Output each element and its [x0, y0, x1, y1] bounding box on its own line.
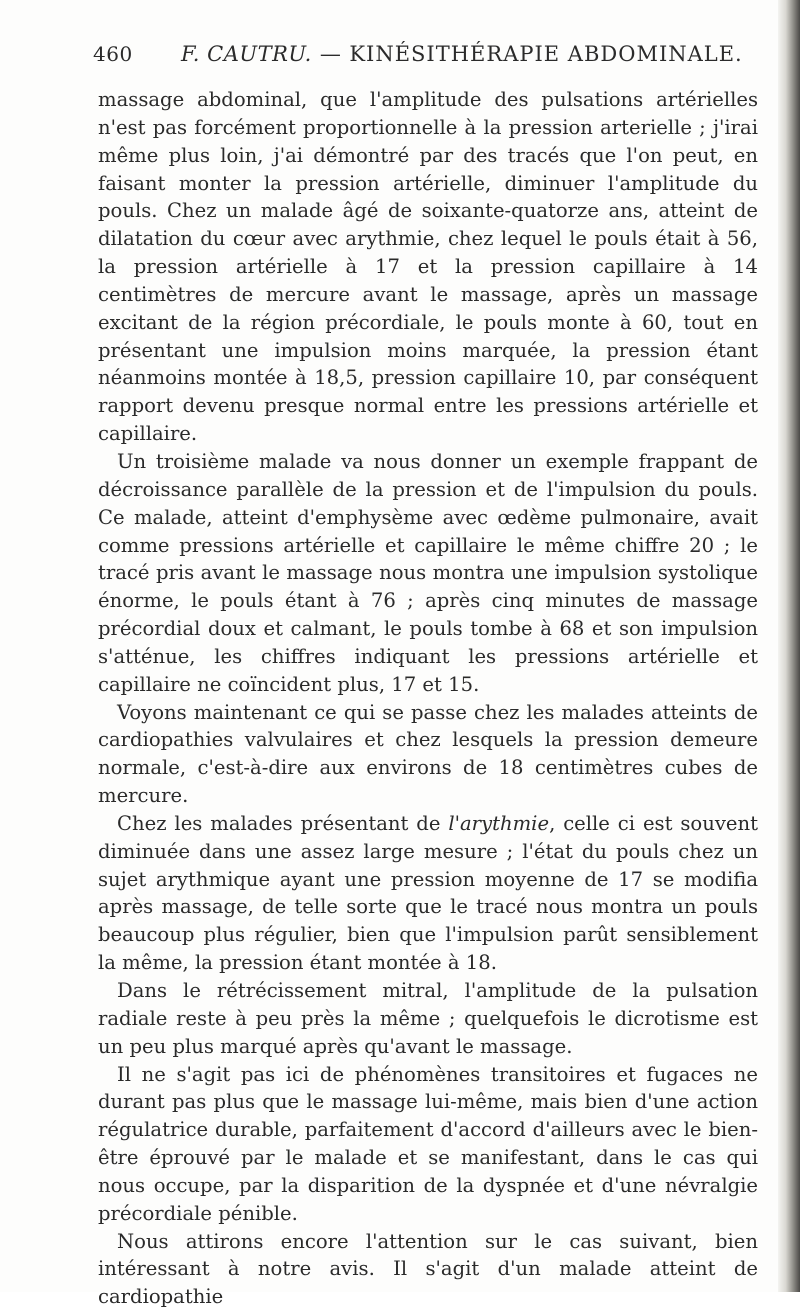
paragraph-arythmie [98, 810, 758, 977]
paragraph-continued: massage abdominal, que l'amplitude des pulsations artérielles n'est pas forcément proportionnelle à la pression arterielle ; j'irai même plus loin, j'ai démontré par des tracés que l'on peut, en faisant monter la pression artérielle, diminuer l'amplitude du pouls. Chez un malade âgé de soixante-quatorze ans, atteint de dilatation du cœur avec arythmie, chez lequel le pouls était à 56, la pression artérielle à 17 et la pression capillaire à 14 centimètres de mercure avant le massage, après un massage excitant de la région précordiale, le pouls monte à 60, tout en présentant une impulsion moins marquée, la pression étant néanmoins montée à 18,5, pression capillaire 10, par conséquent rapport devenu presque normal entre les pressions artérielle et capillaire. [98, 88, 758, 446]
page-edge-shadow [778, 0, 800, 1292]
paragraph-mitral: Dans le rétrécissement mitral, l'amplitude de la pulsation radiale reste à peu près la même ; quelquefois le dicrotisme est un peu plus marqué après qu'avant le massage. [98, 979, 758, 1058]
book-title: KINÉSITHÉRAPIE ABDOMINALE. [349, 42, 743, 66]
arythmie-term: l'arythmie [448, 811, 550, 835]
author-name: F. CAUTRU. [181, 42, 312, 66]
paragraph-regulation: Il ne s'agit pas ici de phénomènes transitoires et fugaces ne durant pas plus que le massage lui-même, mais bien d'une action régulatrice durable, parfaitement d'accord d'ailleurs avec le bien-être éprouvé par le malade et se manifestant, dans le cas qui nous occupe, par la disparition de la dyspnée et d'une névralgie précordiale pénible. [98, 1062, 758, 1225]
page-number: 460 [93, 42, 133, 66]
paragraph-next-case: Nous attirons encore l'attention sur le cas suivant, bien intéressant à notre avis. Il s'agit d'un malade atteint de cardiopathie [98, 1229, 758, 1309]
body-text [98, 86, 758, 1311]
running-head [93, 38, 761, 70]
paragraph-third-patient: Un troisième malade va nous donner un exemple frappant de décroissance parallèle de la pression et de l'impulsion du pouls. Ce malade, atteint d'emphysème avec œdème pulmonaire, avait comme pressions artérielle et capillaire le même chiffre 20 ; le tracé pris avant le massage nous montra une impulsion systolique énorme, le pouls étant à 76 ; après cinq minutes de massage précordial doux et calmant, le pouls tombe à 68 et son impulsion s'atténue, les chiffres indiquant les pressions artérielle et capillaire ne coïncident plus, 17 et 15. [98, 449, 758, 696]
header-separator: — [319, 42, 342, 66]
paragraph-valvular: Voyons maintenant ce qui se passe chez les malades atteints de cardiopathies valvulaires et chez lesquels la pression demeure normale, c'est-à-dire aux environs de 18 centimètres cubes de mercure. [98, 700, 758, 808]
arythmie-lead: Chez les malades présentant de [117, 811, 449, 835]
arythmie-rest: , celle ci est souvent diminuée dans une assez large mesure ; l'état du pouls chez un sujet arythmique ayant une pression moyenne de 17 se modifia après massage, de telle sorte que le tracé nous montra un pouls beaucoup plus régulier, bien que l'impulsion parût sensiblement la même, la pression étant montée à 18. [98, 811, 759, 975]
